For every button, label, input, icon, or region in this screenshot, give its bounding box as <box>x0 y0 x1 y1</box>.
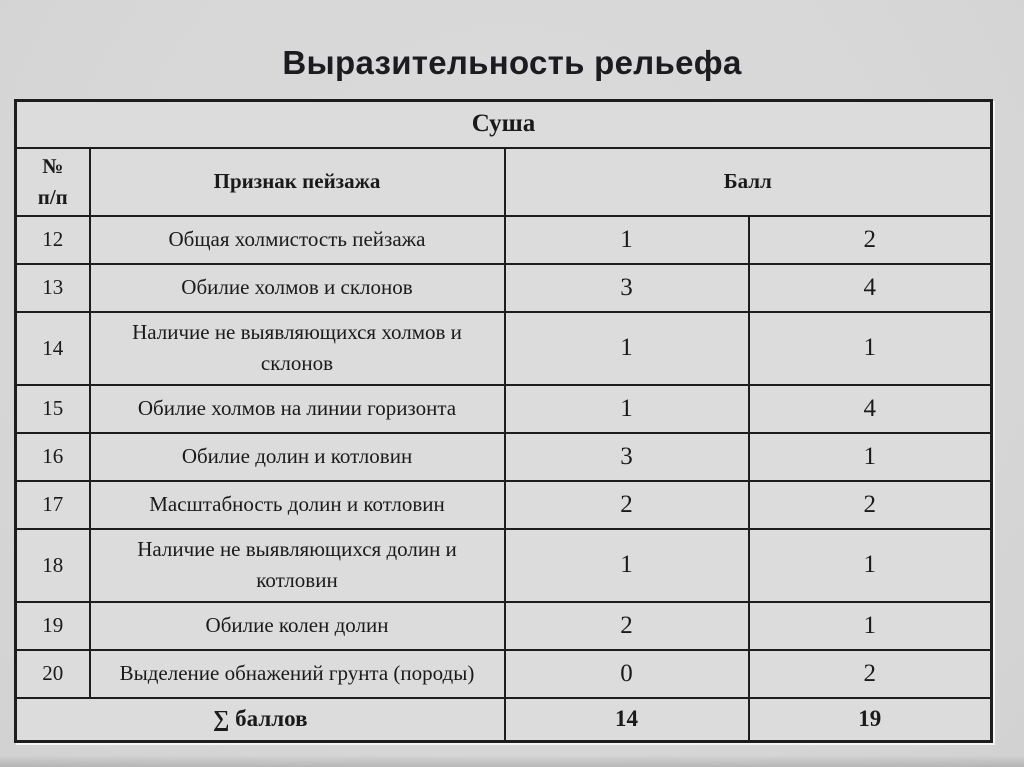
total1-cell: 14 <box>505 698 749 742</box>
group-header-cell: Суша <box>16 101 992 148</box>
feature-cell: Обилие колен долин <box>90 602 505 650</box>
table-row <box>16 312 992 385</box>
feature-cell: Наличие не выявляющихся холмов и склонов <box>90 312 505 385</box>
score1-cell: 3 <box>505 264 749 312</box>
score2-cell: 2 <box>749 216 992 264</box>
group-header-row <box>16 101 992 148</box>
table-row <box>16 264 992 312</box>
total-row <box>16 698 992 742</box>
score1-cell: 2 <box>505 481 749 529</box>
score2-cell: 1 <box>749 602 992 650</box>
col-header-feature: Признак пейзажа <box>90 148 505 216</box>
score2-cell: 2 <box>749 650 992 698</box>
score1-cell: 1 <box>505 216 749 264</box>
score2-cell: 2 <box>749 481 992 529</box>
col-header-num <box>16 148 90 216</box>
feature-cell: Обилие долин и котловин <box>90 433 505 481</box>
feature-cell: Наличие не выявляющихся долин и котловин <box>90 529 505 602</box>
score2-cell: 1 <box>749 433 992 481</box>
row-num-cell: 17 <box>16 481 90 529</box>
score1-cell: 0 <box>505 650 749 698</box>
column-header-row <box>16 148 992 216</box>
row-num-cell: 18 <box>16 529 90 602</box>
score1-cell: 3 <box>505 433 749 481</box>
score1-cell: 1 <box>505 385 749 433</box>
total2-cell: 19 <box>749 698 992 742</box>
slide-title: Выразительность рельефа <box>282 44 742 81</box>
row-num-cell: 14 <box>16 312 90 385</box>
bottom-shadow <box>0 755 1024 767</box>
feature-cell: Обилие холмов на линии горизонта <box>90 385 505 433</box>
table-row <box>16 529 992 602</box>
score1-cell: 1 <box>505 312 749 385</box>
relief-score-table <box>14 99 993 743</box>
row-num-cell: 20 <box>16 650 90 698</box>
score2-cell: 1 <box>749 312 992 385</box>
table-row <box>16 602 992 650</box>
table-row <box>16 650 992 698</box>
table-row <box>16 481 992 529</box>
col-header-num-line1: № <box>42 154 64 179</box>
col-header-num-line2: п/п <box>37 184 68 209</box>
feature-cell: Масштабность долин и котловин <box>90 481 505 529</box>
feature-cell: Общая холмистость пейзажа <box>90 216 505 264</box>
score2-cell: 1 <box>749 529 992 602</box>
score2-cell: 4 <box>749 264 992 312</box>
row-num-cell: 12 <box>16 216 90 264</box>
feature-cell: Выделение обнажений грунта (породы) <box>90 650 505 698</box>
feature-cell: Обилие холмов и склонов <box>90 264 505 312</box>
row-num-cell: 16 <box>16 433 90 481</box>
table-row <box>16 385 992 433</box>
col-header-score: Балл <box>505 148 992 216</box>
table-row <box>16 433 992 481</box>
row-num-cell: 15 <box>16 385 90 433</box>
row-num-cell: 13 <box>16 264 90 312</box>
row-num-cell: 19 <box>16 602 90 650</box>
score2-cell: 4 <box>749 385 992 433</box>
score1-cell: 1 <box>505 529 749 602</box>
total-label-cell: ∑ баллов <box>16 698 505 742</box>
score1-cell: 2 <box>505 602 749 650</box>
table-row <box>16 216 992 264</box>
